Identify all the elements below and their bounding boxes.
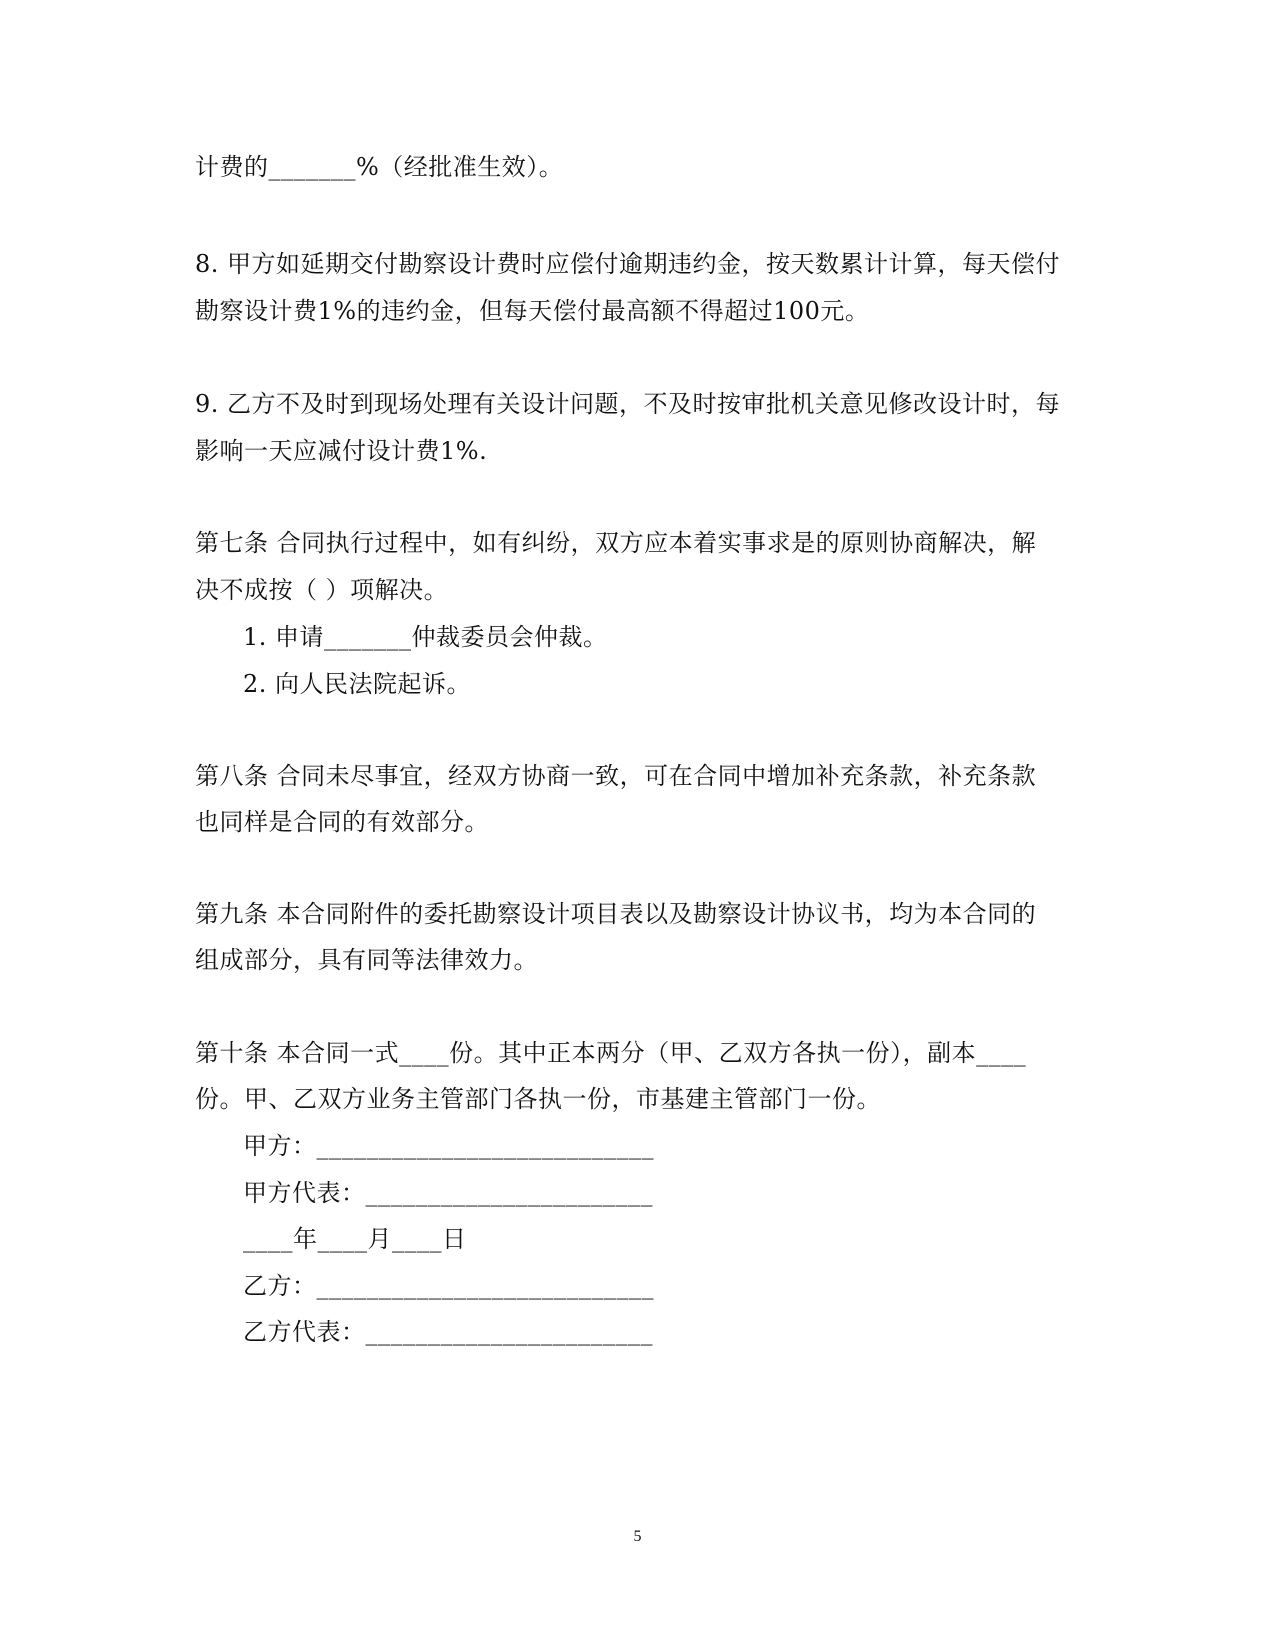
signature-line: 乙方代表：_______________________ xyxy=(243,1318,653,1346)
text-line: 第十条 本合同一式____份。其中正本两分（甲、乙双方各执一份），副本____ xyxy=(195,1039,1027,1067)
date-line: ____年____月____日 xyxy=(243,1225,467,1253)
text-line: 组成部分，具有同等法律效力。 xyxy=(195,946,538,974)
text-line: 第七条 合同执行过程中，如有纠纷，双方应本着实事求是的原则协商解决，解 xyxy=(195,529,1037,557)
signature-line: 甲方：___________________________ xyxy=(243,1132,654,1160)
text-line: 勘察设计费1%的违约金，但每天偿付最高额不得超过100元。 xyxy=(195,297,870,325)
text-line: 计费的_______%（经批准生效）。 xyxy=(195,153,564,181)
signature-line: 甲方代表：_______________________ xyxy=(243,1179,653,1207)
text-line: 9. 乙方不及时到现场处理有关设计问题，不及时按审批机关意见修改设计时，每 xyxy=(195,390,1061,418)
text-line: 第九条 本合同附件的委托勘察设计项目表以及勘察设计协议书，均为本合同的 xyxy=(195,900,1037,928)
text-line: 影响一天应减付设计费1%. xyxy=(195,437,488,465)
text-line: 2. 向人民法院起诉。 xyxy=(243,670,472,698)
text-line: 第八条 合同未尽事宜，经双方协商一致，可在合同中增加补充条款，补充条款 xyxy=(195,762,1037,790)
text-line: 8. 甲方如延期交付勘察设计费时应偿付逾期违约金，按天数累计计算，每天偿付 xyxy=(195,250,1061,278)
signature-line: 乙方：___________________________ xyxy=(243,1272,654,1300)
text-line: 决不成按（ ）项解决。 xyxy=(195,576,449,604)
page-number: 5 xyxy=(633,1528,642,1545)
text-line: 1. 申请_______仲裁委员会仲裁。 xyxy=(243,623,608,651)
text-line: 份。甲、乙双方业务主管部门各执一份，市基建主管部门一份。 xyxy=(195,1085,881,1113)
text-line: 也同样是合同的有效部分。 xyxy=(195,808,489,836)
